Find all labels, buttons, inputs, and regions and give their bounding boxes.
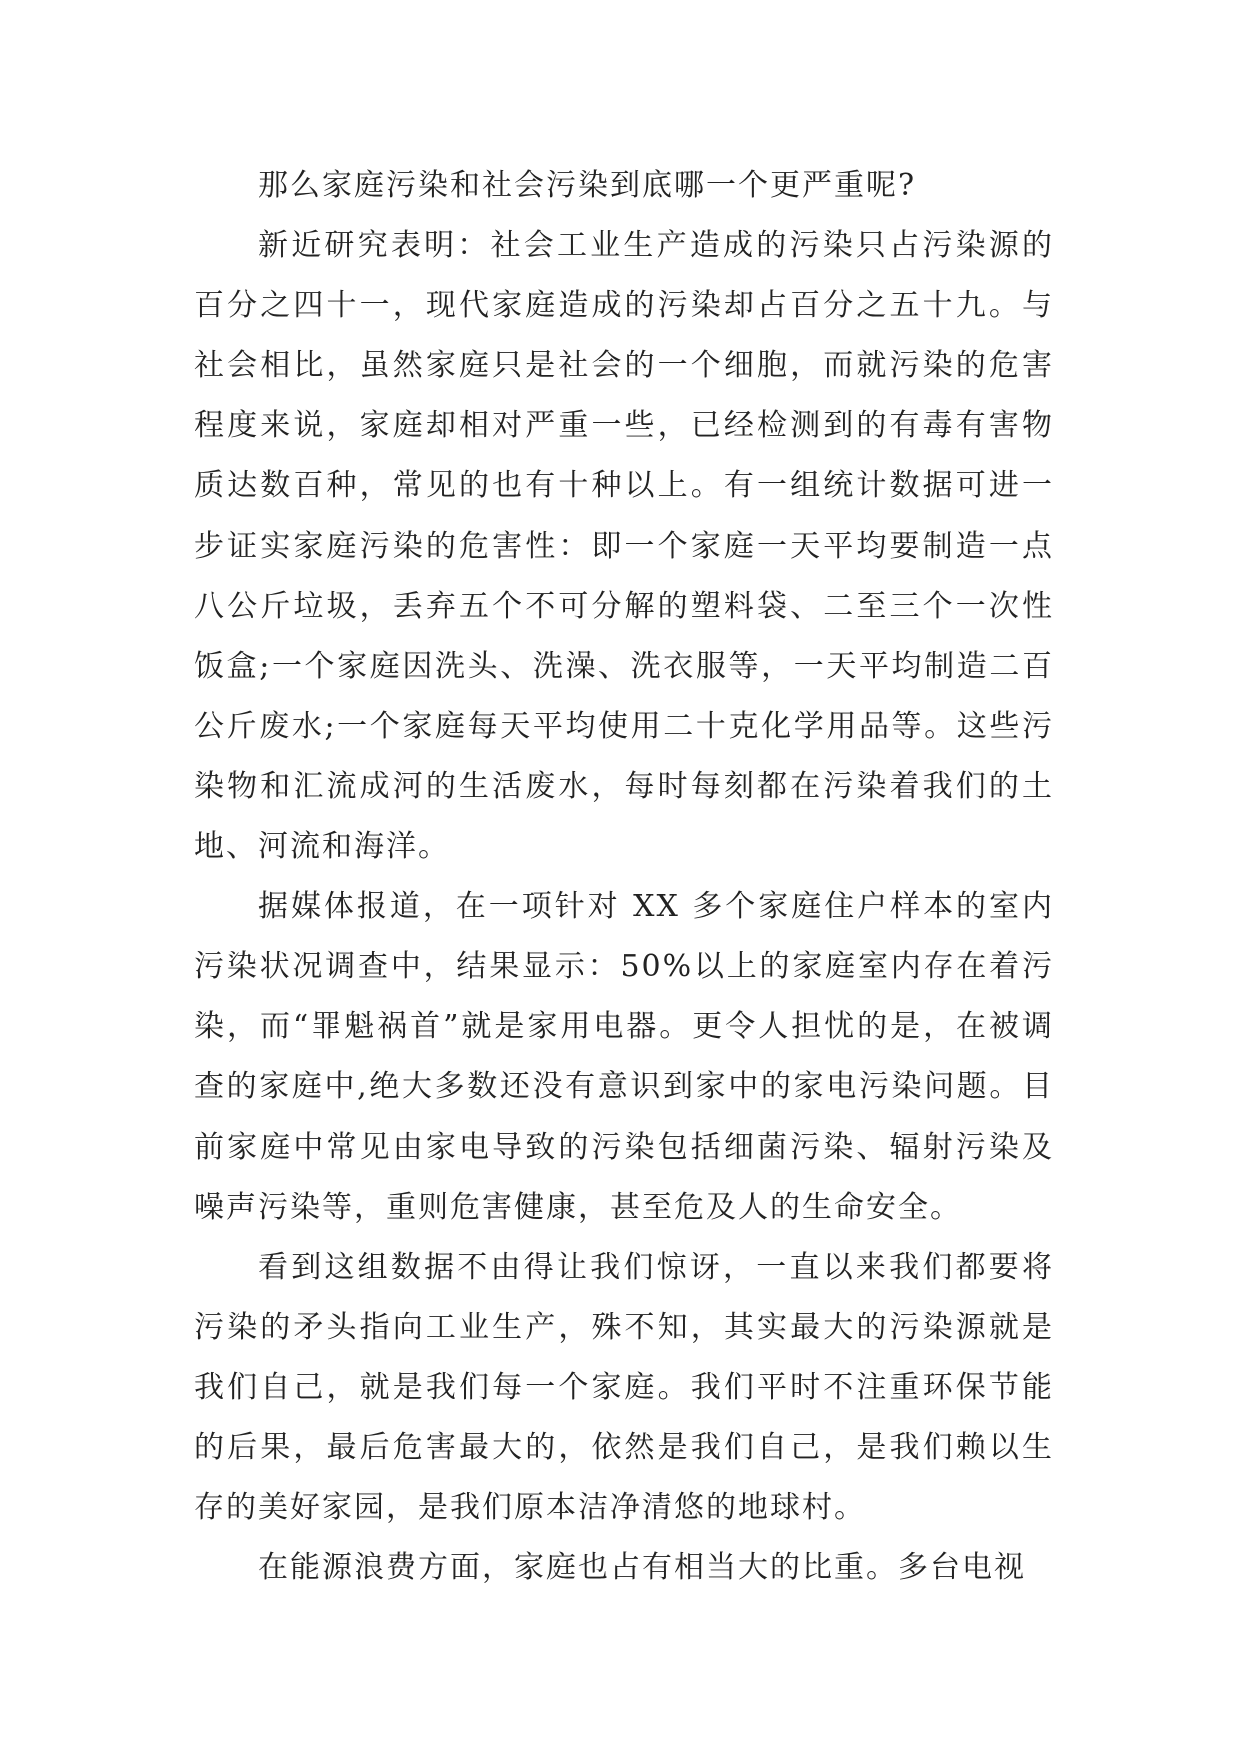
paragraph-question: 那么家庭污染和社会污染到底哪一个更严重呢?: [258, 168, 917, 203]
paragraph-reflection: 看到这组数据不由得让我们惊讶，一直以来我们都要将污染的矛头指向工业生产，殊不知，其实最大的污染源就是我们自己，就是我们每一个家庭。我们平时不注重环保节能的后果，最后危害最大的，依然是我们自己，是我们赖以生存的美好家园，是我们原本洁净清悠的地球村。: [194, 1249, 1054, 1526]
paragraph-energy: 在能源浪费方面，家庭也占有相当大的比重。多台电视: [258, 1550, 1026, 1586]
document-body: [194, 156, 1054, 1598]
paragraph-research: 新近研究表明：社会工业生产造成的污染只占污染源的百分之四十一，现代家庭造成的污染却占百分之五十九。与社会相比，虽然家庭只是社会的一个细胞，而就污染的危害程度来说，家庭却相对严重一些，已经检测到的有毒有害物质达数百种，常见的也有十种以上。有一组统计数据可进一步证实家庭污染的危害性：即一个家庭一天平均要制造一点八公斤垃圾，丢弃五个不可分解的塑料袋、二至三个一次性饭盒;一个家庭因洗头、洗澡、洗衣服等，一天平均制造二百公斤废水;一个家庭每天平均使用二十克化学用品等。这些污染物和汇流成河的生活废水，每时每刻都在污染着我们的土地、河流和海洋。: [194, 228, 1054, 865]
paragraph-media-report: 据媒体报道，在一项针对 XX 多个家庭住户样本的室内污染状况调查中，结果显示：50%以上的家庭室内存在着污染，而“罪魁祸首”就是家用电器。更令人担忧的是，在被调查的家庭中,绝大多数还没有意识到家中的家电污染问题。目前家庭中常见由家电导致的污染包括细菌污染、辐射污染及噪声污染等，重则危害健康，甚至危及人的生命安全。: [194, 889, 1054, 1225]
